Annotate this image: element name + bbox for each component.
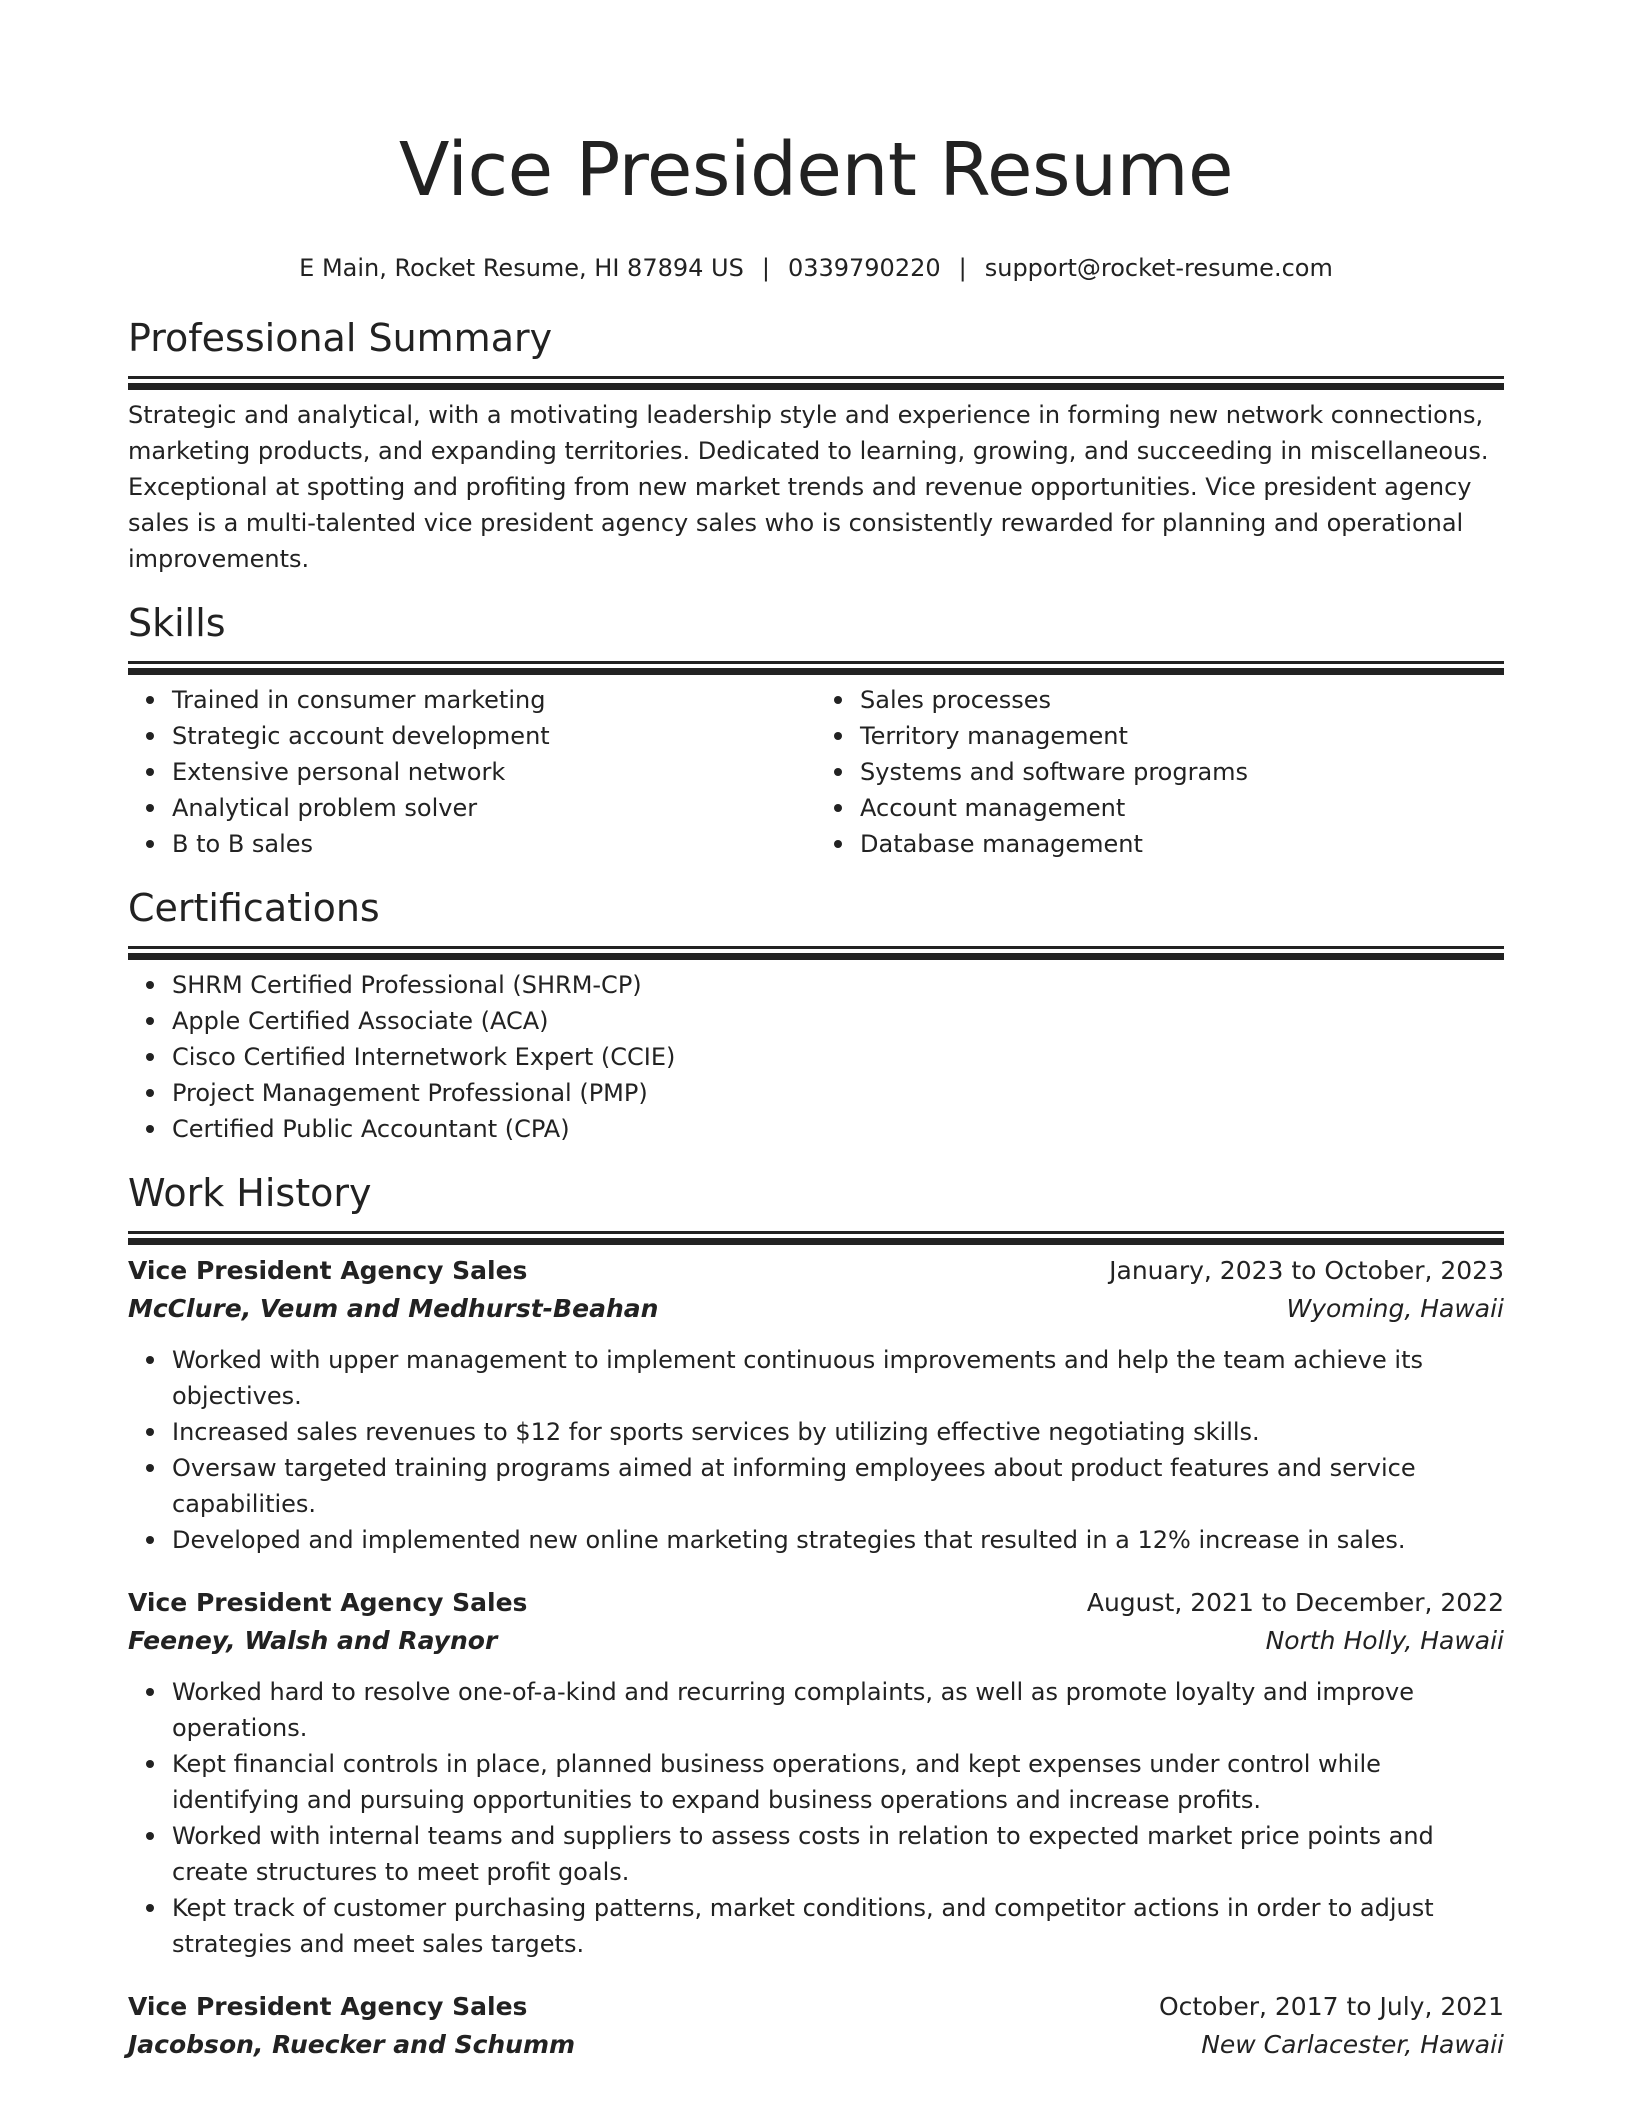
contact-address: E Main, Rocket Resume, HI 87894 US — [299, 254, 744, 282]
job-bullet: Kept track of customer purchasing patterns, market conditions, and competitor actions in order to adjust strategies and meet sales targets. — [172, 1890, 1504, 1962]
job-dates: October, 2017 to July, 2021 — [1158, 1992, 1504, 2021]
job-subheader — [128, 2026, 1504, 2064]
job-title: Vice President Agency Sales — [128, 1256, 528, 1285]
job-entry — [128, 1584, 1504, 1962]
contact-email: support@rocket-resume.com — [984, 254, 1333, 282]
section-title-summary: Professional Summary — [128, 316, 553, 360]
certification-item: Apple Certified Associate (ACA) — [172, 1003, 1504, 1039]
contact-separator: | — [761, 254, 770, 282]
skill-item: Territory management — [860, 718, 1504, 754]
job-bullet: Worked hard to resolve one-of-a-kind and recurring complaints, as well as promote loyalty and improve operations. — [172, 1674, 1504, 1746]
summary-text: Strategic and analytical, with a motivating leadership style and experience in forming new network connections, marketing products, and expanding territories. Dedicated to learning, growing, and succeeding in miscellaneous. Exceptional at spotting and profiting from new market trends and revenue opportunities. Vice president agency sales is a multi-talented vice president agency sales who is consistently rewarded for planning and operational improvements. — [128, 401, 1489, 573]
skill-item: Extensive personal network — [172, 754, 816, 790]
job-bullet: Oversaw targeted training programs aimed at informing employees about product features and service capabilities. — [172, 1450, 1504, 1522]
contact-phone: 0339790220 — [787, 254, 941, 282]
job-bullet: Developed and implemented new online marketing strategies that resulted in a 12% increase in sales. — [172, 1522, 1504, 1558]
job-location: New Carlacester, Hawaii — [1201, 2030, 1504, 2059]
job-location: Wyoming, Hawaii — [1286, 1294, 1504, 1323]
contact-separator: | — [958, 254, 967, 282]
section-divider — [128, 661, 1504, 664]
job-bullets — [128, 1674, 1504, 1962]
job-dates: January, 2023 to October, 2023 — [1109, 1256, 1504, 1285]
skills-list-left — [128, 682, 816, 862]
contact-line — [128, 252, 1504, 284]
certification-item: Certified Public Accountant (CPA) — [172, 1111, 1504, 1147]
skill-item: Systems and software programs — [860, 754, 1504, 790]
job-header — [128, 1252, 1504, 1290]
job-location: North Holly, Hawaii — [1265, 1626, 1504, 1655]
section-title-skills: Skills — [128, 601, 226, 645]
work-history-section — [128, 1169, 1504, 2064]
job-bullet: Worked with upper management to implement continuous improvements and help the team achieve its objectives. — [172, 1342, 1504, 1414]
section-title-work-history: Work History — [128, 1171, 372, 1215]
job-company: Jacobson, Ruecker and Schumm — [128, 2030, 576, 2059]
certifications-list — [128, 967, 1504, 1147]
job-subheader — [128, 1290, 1504, 1328]
certifications-section — [128, 884, 1504, 1147]
skill-item: Sales processes — [860, 682, 1504, 718]
section-divider — [128, 946, 1504, 949]
section-divider — [128, 376, 1504, 379]
skills-grid — [128, 682, 1504, 862]
skills-list-right — [816, 682, 1504, 862]
job-title: Vice President Agency Sales — [128, 1588, 528, 1617]
job-bullet: Increased sales revenues to $12 for sports services by utilizing effective negotiating skills. — [172, 1414, 1504, 1450]
job-bullet: Kept financial controls in place, planned business operations, and kept expenses under control while identifying and pursuing opportunities to expand business operations and increase profits. — [172, 1746, 1504, 1818]
section-title-certifications: Certifications — [128, 886, 380, 930]
certification-item: SHRM Certified Professional (SHRM-CP) — [172, 967, 1504, 1003]
job-subheader — [128, 1622, 1504, 1660]
job-entry — [128, 1988, 1504, 2064]
skill-item: B to B sales — [172, 826, 816, 862]
skills-section — [128, 599, 1504, 862]
job-company: McClure, Veum and Medhurst-Beahan — [128, 1294, 659, 1323]
skill-item: Strategic account development — [172, 718, 816, 754]
job-title: Vice President Agency Sales — [128, 1992, 528, 2021]
job-header — [128, 1584, 1504, 1622]
job-entry — [128, 1252, 1504, 1558]
section-divider — [128, 1231, 1504, 1234]
job-bullets — [128, 1342, 1504, 1558]
skill-item: Account management — [860, 790, 1504, 826]
job-bullet: Worked with internal teams and suppliers to assess costs in relation to expected market price points and create structures to meet profit goals. — [172, 1818, 1504, 1890]
certification-item: Cisco Certified Internetwork Expert (CCIE) — [172, 1039, 1504, 1075]
job-header — [128, 1988, 1504, 2026]
skill-item: Trained in consumer marketing — [172, 682, 816, 718]
summary-section — [128, 314, 1504, 577]
job-dates: August, 2021 to December, 2022 — [1086, 1588, 1504, 1617]
skill-item: Database management — [860, 826, 1504, 862]
job-company: Feeney, Walsh and Raynor — [128, 1626, 498, 1655]
certification-item: Project Management Professional (PMP) — [172, 1075, 1504, 1111]
resume-title: Vice President Resume — [398, 127, 1234, 213]
skill-item: Analytical problem solver — [172, 790, 816, 826]
